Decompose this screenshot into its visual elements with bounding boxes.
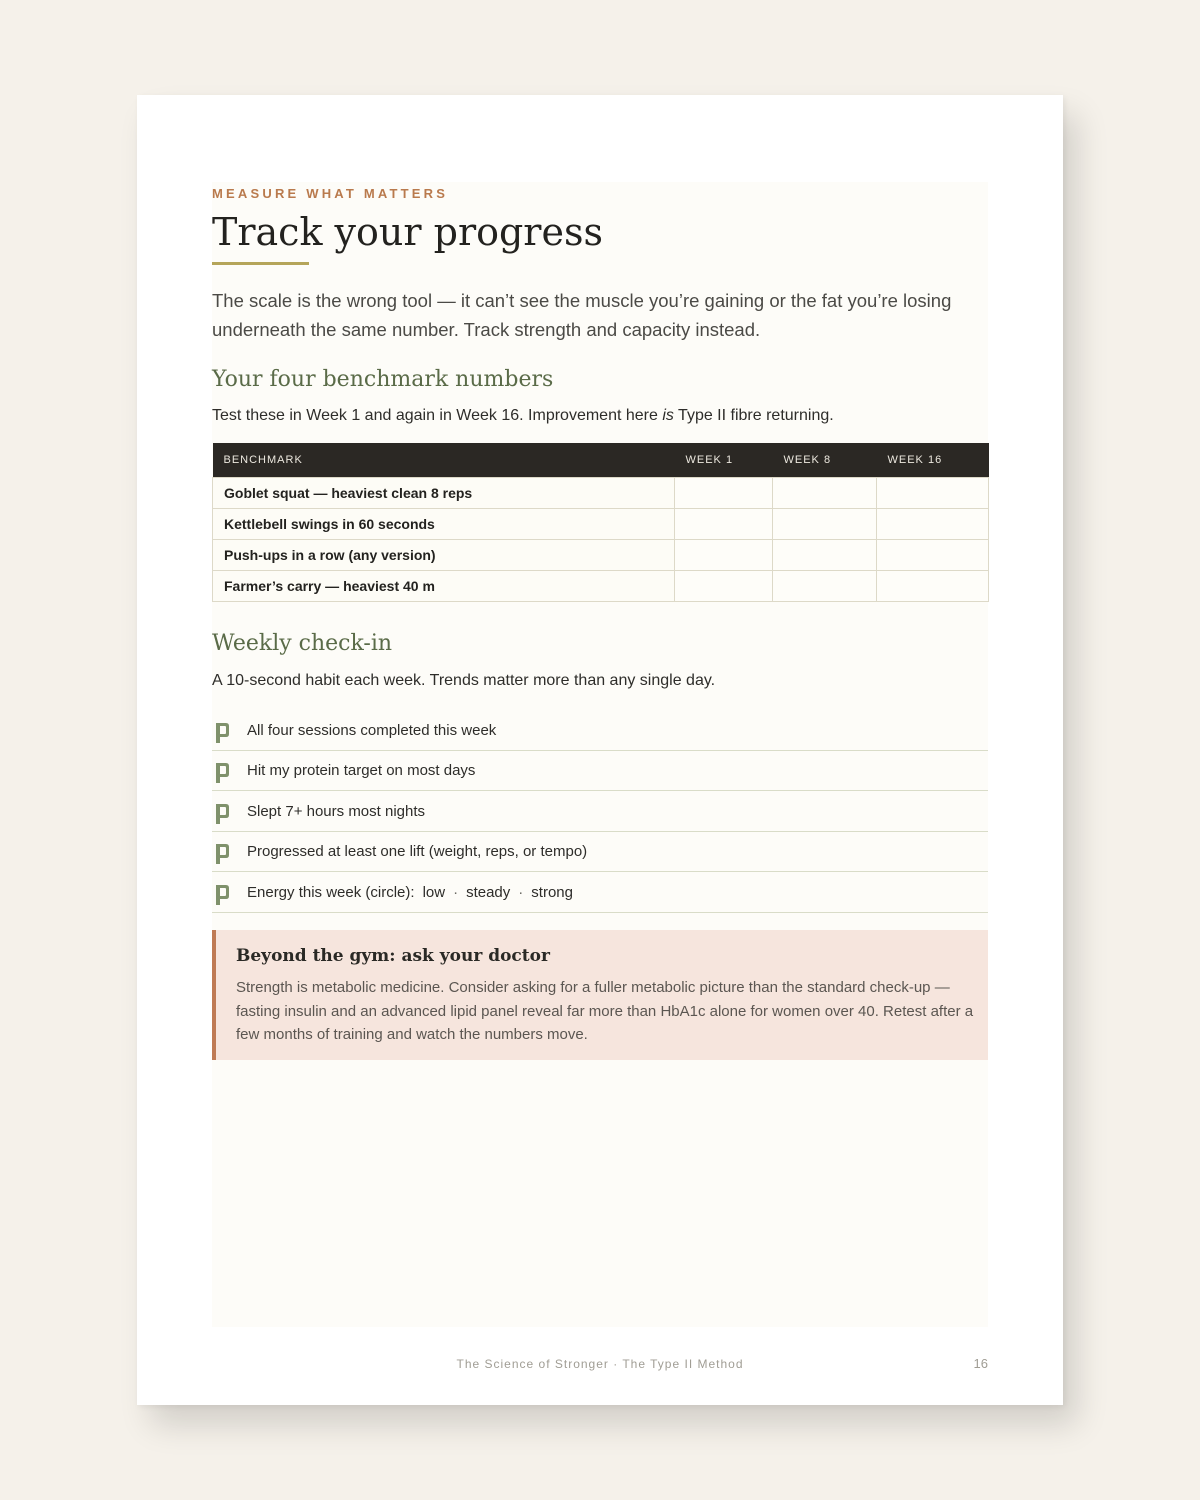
week-16-entry-cell[interactable] (877, 509, 989, 540)
separator-dot: · (453, 883, 459, 901)
eyebrow-label: MEASURE WHAT MATTERS (212, 186, 449, 201)
page-content (212, 182, 988, 1327)
checklist-item[interactable] (212, 833, 988, 872)
week-1-entry-cell[interactable] (675, 478, 773, 509)
table-header-row (213, 443, 989, 478)
checklist-item[interactable] (212, 793, 988, 832)
checkin-heading: Weekly check-in (212, 631, 393, 656)
checkbox-icon[interactable] (214, 803, 230, 825)
page-number: 16 (973, 1356, 988, 1371)
benchmark-name: Push-ups in a row (any version) (213, 540, 675, 571)
week-16-entry-cell[interactable] (877, 478, 989, 509)
table-row (213, 478, 989, 509)
checkbox-icon[interactable] (214, 762, 230, 784)
checklist-label: Slept 7+ hours most nights (247, 802, 426, 820)
energy-option-low[interactable]: low (422, 883, 446, 901)
column-header-week-8: WEEK 8 (773, 443, 877, 478)
benchmark-table (212, 443, 989, 602)
column-header-week-16: WEEK 16 (877, 443, 989, 478)
benchmarks-intro-end: Type II fibre returning. (673, 407, 834, 424)
benchmark-name: Goblet squat — heaviest clean 8 reps (213, 478, 675, 509)
doctor-callout (212, 930, 988, 1060)
column-header-benchmark: BENCHMARK (213, 443, 675, 478)
checkbox-icon[interactable] (214, 884, 230, 906)
checklist-label: Hit my protein target on most days (247, 762, 476, 780)
table-row (213, 571, 989, 602)
benchmarks-intro (212, 407, 988, 425)
running-footer: The Science of Stronger · The Type II Method (456, 1357, 744, 1371)
energy-prompt: Energy this week (circle): (247, 883, 415, 901)
separator-dot: · (518, 883, 524, 901)
benchmark-name: Kettlebell swings in 60 seconds (213, 509, 675, 540)
checklist-label: All four sessions completed this week (247, 722, 497, 739)
week-8-entry-cell[interactable] (773, 509, 877, 540)
week-16-entry-cell[interactable] (877, 540, 989, 571)
week-8-entry-cell[interactable] (773, 571, 877, 602)
document-page (137, 95, 1063, 1405)
week-1-entry-cell[interactable] (675, 509, 773, 540)
checklist-item[interactable] (212, 752, 988, 791)
checklist-item[interactable] (212, 874, 988, 913)
week-16-entry-cell[interactable] (877, 571, 989, 602)
weekly-checklist (212, 712, 988, 914)
week-8-entry-cell[interactable] (773, 478, 877, 509)
week-8-entry-cell[interactable] (773, 540, 877, 571)
checkin-intro: A 10-second habit each week. Trends matter more than any single day. (212, 672, 716, 689)
page-title: Track your progress (212, 210, 603, 254)
checklist-item[interactable] (212, 712, 988, 751)
checkbox-icon[interactable] (214, 843, 230, 865)
lead-paragraph: The scale is the wrong tool — it can’t see the muscle you’re gaining or the fat you’re losing underneath the same number. Track strength and capacity instead. (212, 290, 952, 340)
benchmarks-intro-text: Test these in Week 1 and again in Week 16. Improvement here (212, 407, 663, 424)
checklist-label (247, 884, 573, 901)
title-underline (212, 262, 309, 265)
benchmarks-heading: Your four benchmark numbers (212, 367, 554, 392)
checkbox-icon[interactable] (214, 722, 230, 744)
energy-option-steady[interactable]: steady (466, 883, 511, 901)
column-header-week-1: WEEK 1 (675, 443, 773, 478)
benchmarks-intro-emphasis: is (662, 407, 674, 424)
week-1-entry-cell[interactable] (675, 571, 773, 602)
energy-option-strong[interactable]: strong (531, 883, 573, 901)
table-row (213, 509, 989, 540)
week-1-entry-cell[interactable] (675, 540, 773, 571)
benchmark-name: Farmer’s carry — heaviest 40 m (213, 571, 675, 602)
table-row (213, 540, 989, 571)
callout-title: Beyond the gym: ask your doctor (236, 946, 550, 966)
checklist-label: Progressed at least one lift (weight, reps, or tempo) (247, 843, 588, 861)
callout-body: Strength is metabolic medicine. Consider asking for a fuller metabolic picture than the standard check-up — fasting insulin and an advanced lipid panel reveal far more than HbA1c alone for women over 40. Retest after a few months of training and watch the numbers move. (236, 979, 974, 1043)
